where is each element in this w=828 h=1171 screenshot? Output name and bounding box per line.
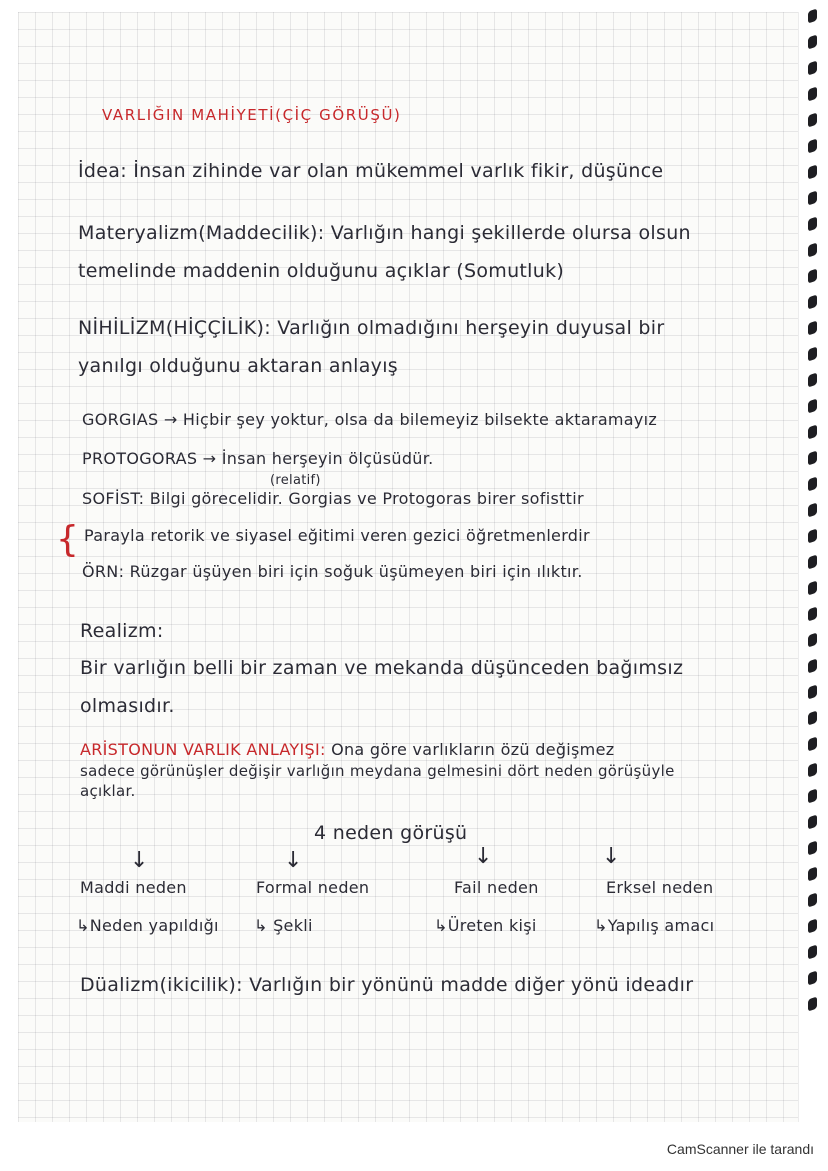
arrow-down-icon: ↓	[284, 848, 303, 873]
binding-hole	[808, 60, 817, 75]
sofist-line-1: SOFİST: Bilgi görecelidir. Gorgias ve Protogoras birer sofisttir	[82, 489, 584, 508]
cause-desc-fail-text: Üreten kişi	[447, 916, 537, 935]
binding-hole	[808, 788, 817, 803]
spiral-binding	[800, 0, 828, 1030]
binding-hole	[808, 814, 817, 829]
cause-desc-formal-text: Şekli	[273, 916, 313, 935]
binding-hole	[808, 528, 817, 543]
binding-hole	[808, 970, 817, 985]
binding-hole	[808, 190, 817, 205]
aristo-line-2: sadece görünüşler değişir varlığın meydana gelmesini dört neden görüşüyle	[80, 762, 675, 780]
binding-hole	[808, 320, 817, 335]
binding-hole	[808, 736, 817, 751]
binding-hole	[808, 242, 817, 257]
binding-hole	[808, 138, 817, 153]
binding-hole	[808, 398, 817, 413]
cause-desc-erksel-text: Yapılış amacı	[607, 916, 715, 935]
binding-hole	[808, 554, 817, 569]
nihilizm-line-1: NİHİLİZM(HİÇÇİLİK): Varlığın olmadığını herşeyin duyusal bir	[78, 317, 665, 339]
binding-hole	[808, 8, 817, 23]
sofist-line-2: Parayla retorik ve siyasel eğitimi veren gezici öğretmenlerdir	[84, 526, 590, 545]
binding-hole	[808, 606, 817, 621]
binding-hole	[808, 346, 817, 361]
binding-hole	[808, 34, 817, 49]
binding-hole	[808, 294, 817, 309]
binding-hole	[808, 372, 817, 387]
arrow-down-icon: ↓	[602, 844, 621, 869]
materyalizm-line-2: temelinde maddenin olduğunu açıklar (Somutluk)	[78, 260, 565, 282]
binding-hole	[808, 710, 817, 725]
binding-hole	[808, 892, 817, 907]
binding-hole	[808, 580, 817, 595]
curly-bracket: {	[56, 519, 79, 560]
four-causes-heading: 4 neden görüşü	[314, 822, 468, 844]
binding-hole	[808, 918, 817, 933]
binding-hole	[808, 164, 817, 179]
binding-hole	[808, 476, 817, 491]
cause-desc-fail: ↳Üreten kişi	[434, 916, 537, 935]
cause-name-erksel: Erksel neden	[606, 878, 714, 897]
camscanner-footer: CamScanner ile tarandı	[666, 1141, 814, 1157]
binding-hole	[808, 112, 817, 127]
grid-notebook-paper	[18, 12, 799, 1122]
aristo-text-1: Ona göre varlıkların özü değişmez	[331, 740, 615, 759]
binding-hole	[808, 86, 817, 101]
binding-hole	[808, 762, 817, 777]
binding-hole	[808, 632, 817, 647]
binding-hole	[808, 450, 817, 465]
cause-name-fail: Fail neden	[454, 878, 539, 897]
gorgias-line: GORGIAS → Hiçbir şey yoktur, olsa da bilemeyiz bilsekte aktaramayız	[82, 410, 658, 429]
cause-name-formal: Formal neden	[256, 878, 370, 897]
idea-line: İdea: İnsan zihinde var olan mükemmel varlık fikir, düşünce	[78, 160, 664, 182]
binding-hole	[808, 424, 817, 439]
aristo-title: ARİSTONUN VARLIK ANLAYIŞI:	[80, 740, 326, 759]
binding-hole	[808, 216, 817, 231]
cause-desc-erksel: ↳Yapılış amacı	[594, 916, 715, 935]
relatif-annotation: (relatif)	[270, 473, 321, 488]
binding-hole	[808, 866, 817, 881]
binding-hole	[808, 268, 817, 283]
cause-desc-maddi-text: Neden yapıldığı	[89, 916, 219, 935]
cause-name-maddi: Maddi neden	[80, 878, 187, 897]
binding-hole	[808, 502, 817, 517]
protogoras-line: PROTOGORAS → İnsan herşeyin ölçüsüdür.	[82, 449, 434, 468]
cause-desc-formal: ↳ Şekli	[254, 916, 313, 935]
arrow-down-icon: ↓	[130, 848, 149, 873]
realizm-line-2: olmasıdır.	[80, 695, 175, 717]
realizm-line-1: Bir varlığın belli bir zaman ve mekanda düşünceden bağımsız	[80, 657, 684, 679]
ornek-line: ÖRN: Rüzgar üşüyen biri için soğuk üşümeyen biri için ılıktır.	[82, 562, 583, 581]
arrow-down-icon: ↓	[474, 844, 493, 869]
binding-hole	[808, 658, 817, 673]
binding-hole	[808, 840, 817, 855]
nihilizm-line-2: yanılgı olduğunu aktaran anlayış	[78, 355, 399, 377]
cause-desc-maddi: ↳Neden yapıldığı	[76, 916, 219, 935]
realizm-title: Realizm:	[80, 620, 164, 642]
aristo-line-1	[80, 740, 614, 759]
binding-hole	[808, 684, 817, 699]
materyalizm-line-1: Materyalizm(Maddecilik): Varlığın hangi şekillerde olursa olsun	[78, 222, 691, 244]
binding-hole	[808, 944, 817, 959]
note-title: VARLIĞIN MAHİYETİ(ÇİÇ GÖRÜŞÜ)	[102, 106, 402, 124]
binding-hole	[808, 996, 817, 1011]
dualizm-line: Düalizm(ikicilik): Varlığın bir yönünü madde diğer yönü ideadır	[80, 974, 694, 996]
aristo-line-3: açıklar.	[80, 782, 136, 800]
